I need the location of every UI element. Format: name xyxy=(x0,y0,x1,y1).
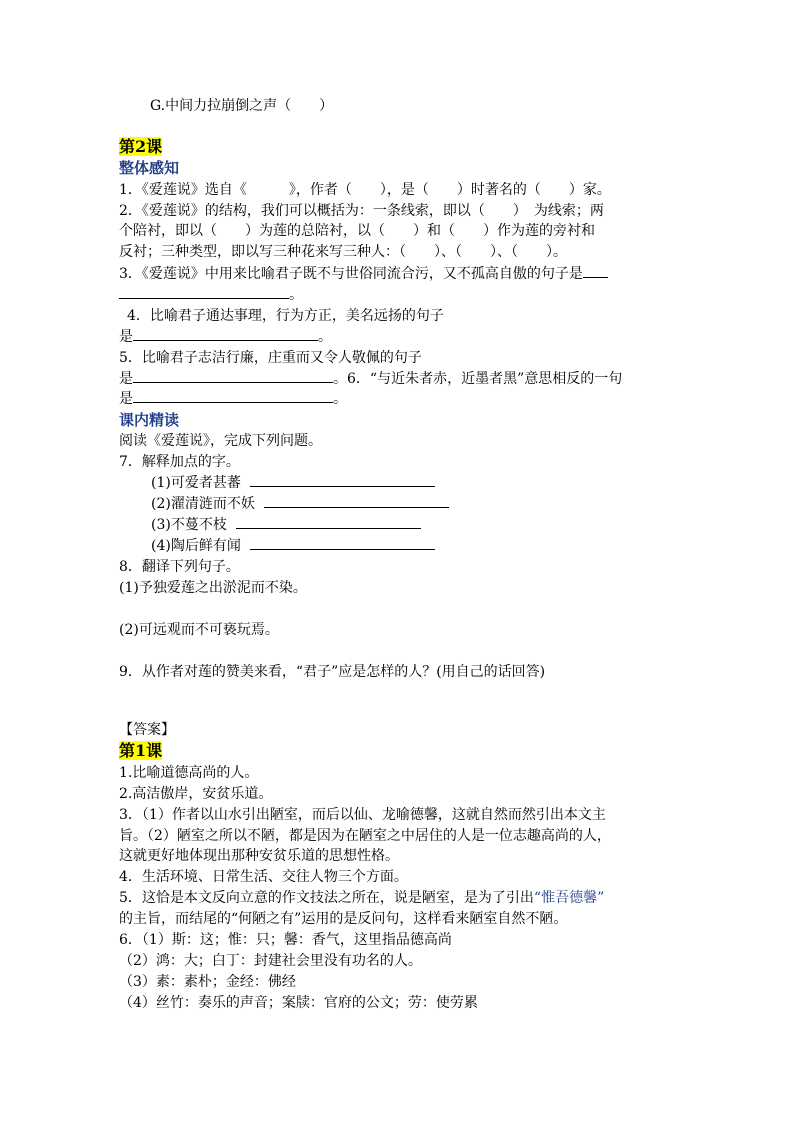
question-7-item-text: (4)陶后鲜有闻 xyxy=(151,538,241,554)
question-4-end: 。 xyxy=(318,329,332,345)
question-7-item-text: (3)不蔓不枝 xyxy=(151,517,227,533)
answer-blank xyxy=(250,537,435,550)
question-4-prefix: 是 xyxy=(119,329,133,345)
answer-blank xyxy=(583,265,608,278)
answer-2: 2.高洁傲岸，安贫乐道。 xyxy=(119,786,273,802)
answer-5-line1 xyxy=(119,888,604,908)
answer-blank xyxy=(119,286,289,299)
question-3-end: 。 xyxy=(289,287,303,303)
question-6-end: 。 xyxy=(333,391,347,407)
answer-5-quote: “惟吾德馨” xyxy=(533,890,605,906)
answer-6-item-3: （3）素：素朴；金经：佛经 xyxy=(119,974,296,990)
question-9: 9．从作者对莲的赞美来看，“君子”应是怎样的人？(用自己的话回答) xyxy=(119,664,546,680)
answer-blank xyxy=(133,390,333,403)
question-7-item-2 xyxy=(151,494,449,514)
question-7-item-3 xyxy=(151,515,421,535)
question-7-item-1 xyxy=(151,473,435,493)
reading-instruction: 阅读《爱莲说》，完成下列问题。 xyxy=(119,433,322,449)
answer-blank xyxy=(250,474,435,487)
question-3-line1 xyxy=(119,264,608,284)
question-5-line2 xyxy=(119,369,622,389)
question-8-sentence-2: (2)可远观而不可亵玩焉。 xyxy=(119,622,279,638)
question-2-line1: 2．《爱莲说》的结构，我们可以概括为：一条线索，即以（ ） 为线索；两 xyxy=(119,203,604,219)
question-7-item-text: (1)可爱者甚蕃 xyxy=(151,475,241,491)
question-8-sentence-1: (1)予独爱莲之出淤泥而不染。 xyxy=(119,580,307,596)
question-3-text: 3．《爱莲说》中用来比喻君子既不与世俗同流合污，又不孤高自傲的句子是 xyxy=(119,266,583,282)
answers-lesson1-title xyxy=(119,741,162,762)
answer-6-item-2: （2）鸿：大；白丁：封建社会里没有功名的人。 xyxy=(119,953,422,969)
question-2-line2: 个陪衬，即以（ ）为莲的总陪衬，以（ ）和（ ）作为莲的旁衬和 xyxy=(119,223,595,239)
answer-4: 4．生活环境、日常生活、交往人物三个方面。 xyxy=(119,869,408,885)
question-5-prefix: 是 xyxy=(119,371,133,387)
answer-3-line3: 这就更好地体现出那种安贫乐道的思想性格。 xyxy=(119,848,399,864)
answer-blank xyxy=(264,495,449,508)
question-6-prefix: 是 xyxy=(119,391,133,407)
question-7: 7．解释加点的字。 xyxy=(119,454,240,470)
section-close-reading: 课内精读 xyxy=(119,411,180,429)
lesson2-title xyxy=(119,137,162,158)
question-2-line3: 反衬；三种类型，即以写三种花来写三种人：（ ）、（ ）、（ ）。 xyxy=(119,244,567,260)
lesson2-title-text: 第2课 xyxy=(119,137,163,156)
answer-5-line2: 的主旨，而结尾的“何陋之有”运用的是反问句，这样看来陋室自然不陋。 xyxy=(119,911,568,927)
answer-blank xyxy=(236,516,421,529)
question-8: 8．翻译下列句子。 xyxy=(119,559,240,575)
answer-5-text: 5．这恰是本文反向立意的作文技法之所在，说是陋室，是为了引出 xyxy=(119,890,534,906)
question-3-line2 xyxy=(119,285,303,305)
question-5-line1: 5．比喻君子志洁行廉，庄重而又令人敬佩的句子 xyxy=(119,350,422,366)
answer-3-line1: 3．（1）作者以山水引出陋室，而后以仙、龙喻德馨，这就自然而然引出本文主 xyxy=(119,807,606,823)
question-4-line2 xyxy=(119,327,332,347)
question-7-item-text: (2)濯清涟而不妖 xyxy=(151,496,255,512)
question-7-item-4 xyxy=(151,536,435,556)
answer-blank xyxy=(133,370,333,383)
answer-blank xyxy=(133,328,318,341)
question-1: 1．《爱莲说》选自《 》，作者（ ），是（ ）时著名的（ ）家。 xyxy=(119,182,611,198)
answers-lesson1-title-text: 第1课 xyxy=(119,741,163,760)
question-6-line2 xyxy=(119,389,347,409)
question-g-item: G.中间力拉崩倒之声（ ） xyxy=(150,98,334,114)
question-4-line1: 4．比喻君子通达事理，行为方正，美名远扬的句子 xyxy=(127,308,444,324)
section-overall-perception: 整体感知 xyxy=(119,159,180,177)
answers-header: 【答案】 xyxy=(119,722,175,738)
answer-3-line2: 旨。（2）陋室之所以不陋，都是因为在陋室之中居住的人是一位志趣高尚的人， xyxy=(119,828,611,844)
question-5-6-text: 。6．“与近朱者赤，近墨者黑”意思相反的一句 xyxy=(333,371,623,387)
answer-6-item-1: 6．（1）斯：这；惟：只；馨：香气，这里指品德高尚 xyxy=(119,932,452,948)
answer-6-item-4: （4）丝竹：奏乐的声音；案牍：官府的公文；劳：使劳累 xyxy=(119,995,478,1011)
answer-1: 1.比喻道德高尚的人。 xyxy=(119,765,259,781)
